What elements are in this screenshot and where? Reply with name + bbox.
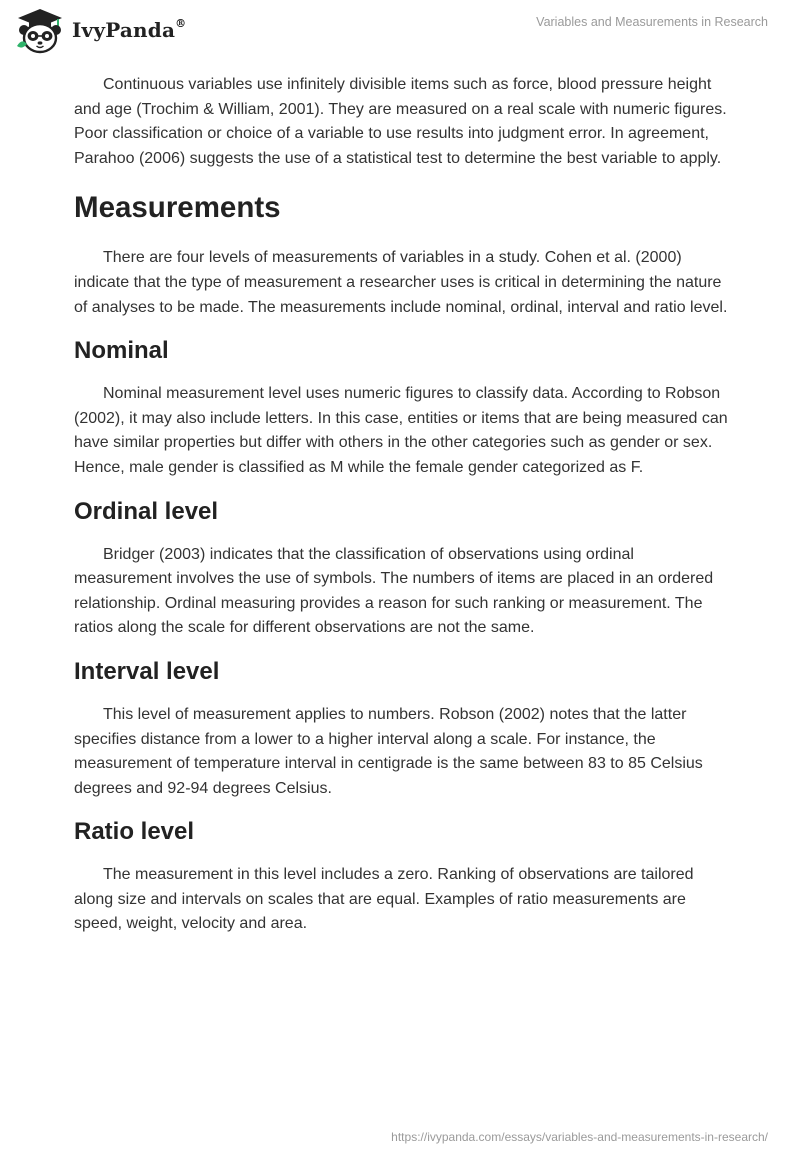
- heading-interval-level: Interval level: [74, 657, 220, 685]
- heading-measurements: Measurements: [74, 191, 281, 225]
- document-title: Variables and Measurements in Research: [536, 15, 768, 29]
- heading-nominal: Nominal: [74, 337, 169, 365]
- paragraph-measurements: There are four levels of measurements of variables in a study. Cohen et al. (2000) indicate that the type of measurement a researcher uses is critical in determining the nature of analyses to be made. The measurements include nominal, ordinal, interval and ratio level.: [74, 249, 728, 316]
- article-body: [74, 73, 734, 937]
- paragraph-ordinal-level: Bridger (2003) indicates that the classification of observations using ordinal measurement involves the use of symbols. The numbers of items are placed in an ordered relationship. Ordinal measuring provides a reason for such ranking or measurement. The ratios along the scale for different observations are not the same.: [74, 545, 714, 637]
- paragraph-nominal: Nominal measurement level uses numeric figures to classify data. According to Robson (2002), it may also include letters. In this case, entities or items that are being measured can have similar properties but differ with others in the other categories such as gender or sex. Hence, male gender is classified as M while the female gender categorized as F.: [74, 385, 728, 476]
- page-header: [0, 0, 800, 60]
- intro-paragraph: Continuous variables use infinitely divisible items such as force, blood pressure height and age (Trochim & William, 2001). They are measured on a real scale with numeric figures. Poor classification or choice of a variable to use results into judgment error. In agreement, Parahoo (2006) suggests the use of a statistical test to determine the best variable to apply.: [74, 76, 727, 167]
- source-url[interactable]: https://ivypanda.com/essays/variables-and-measurements-in-research/: [391, 1130, 768, 1144]
- brand-name: IvyPanda®: [72, 17, 187, 42]
- heading-ordinal-level: Ordinal level: [74, 497, 219, 525]
- heading-ratio-level: Ratio level: [74, 818, 195, 846]
- registered-mark: ®: [175, 17, 187, 31]
- ivypanda-logo[interactable]: [14, 8, 186, 56]
- panda-graduate-icon: [14, 8, 66, 56]
- paragraph-ratio-level: The measurement in this level includes a zero. Ranking of observations are tailored along size and intervals on scales that are equal. Examples of ratio measurements are speed, weight, velocity and area.: [74, 866, 694, 933]
- paragraph-interval-level: This level of measurement applies to numbers. Robson (2002) notes that the latter specifies distance from a lower to a higher interval along a scale. For instance, the measurement of temperature interval in centigrade is the same between 83 to 85 Celsius degrees and 92-94 degrees Celsius.: [74, 705, 703, 797]
